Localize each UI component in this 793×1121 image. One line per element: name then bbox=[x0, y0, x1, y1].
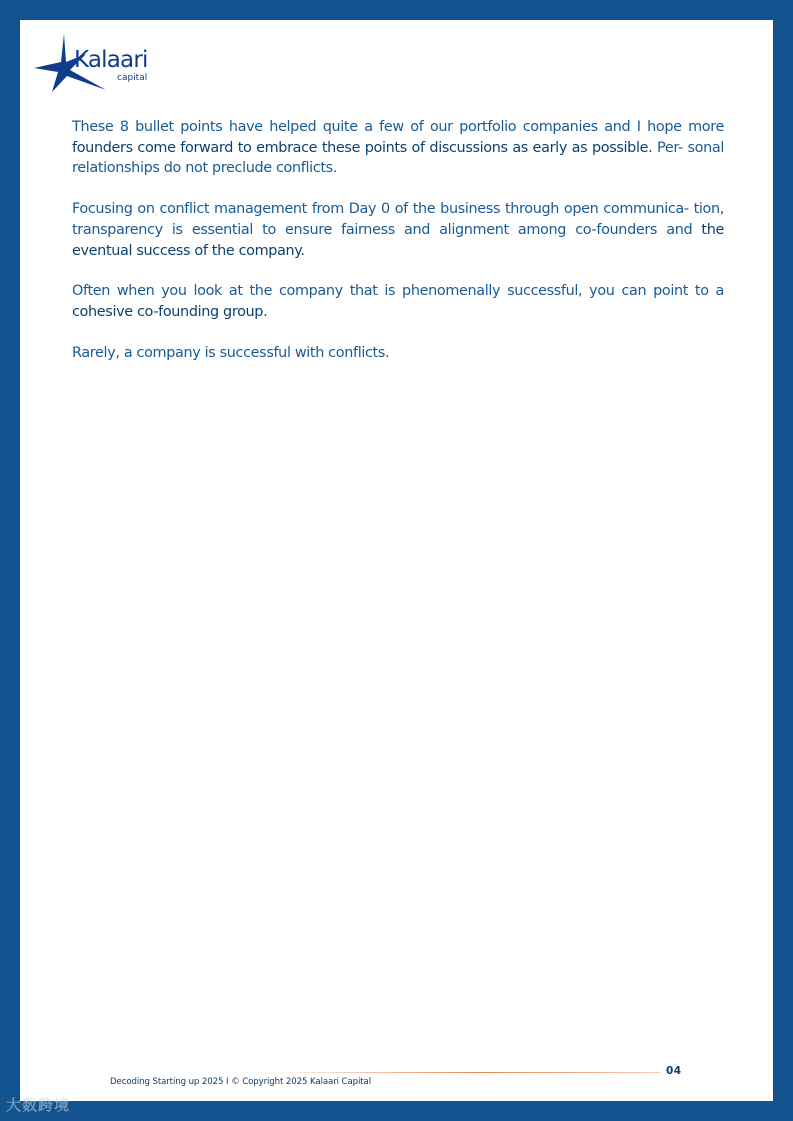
body-content bbox=[72, 117, 724, 383]
footer-divider bbox=[260, 1072, 660, 1073]
paragraph-text: Focusing on conflict management from Day 0 of the business through open communica- tion, transparency is essential to ensure fairness and alignment among co-founders and bbox=[72, 201, 724, 238]
paragraph-text-emphasis: the eventual success of the company. bbox=[72, 221, 724, 259]
paragraph bbox=[72, 199, 724, 261]
logo-subtitle: capital bbox=[117, 73, 148, 83]
paragraph bbox=[72, 281, 724, 322]
kalaari-logo bbox=[32, 32, 182, 102]
logo-wordmark: Kalaari bbox=[74, 47, 148, 73]
document-page bbox=[20, 20, 773, 1101]
page-number: 04 bbox=[666, 1065, 682, 1077]
paragraph-text: Rarely, a company is successful with conflicts. bbox=[72, 344, 390, 361]
paragraph-text: These 8 bullet points have helped quite a few of our portfolio companies and I hope more bbox=[72, 119, 724, 135]
paragraph-text: Often when you look at the company that is phenomenally successful, you can point to a bbox=[72, 283, 724, 300]
paragraph bbox=[72, 117, 724, 179]
footer-copyright: Decoding Starting up 2025 I © Copyright 2025 Kalaari Capital bbox=[110, 1077, 371, 1087]
watermark: 大数跨境 bbox=[6, 1096, 71, 1114]
paragraph-text-emphasis: founders come forward to embrace these points of discussions as early as possible. bbox=[72, 139, 653, 156]
paragraph-text: Per- sonal relationships do not preclude conflicts. bbox=[72, 139, 724, 177]
paragraph bbox=[72, 343, 724, 364]
paragraph-text-emphasis: cohesive co-founding group. bbox=[72, 303, 268, 320]
